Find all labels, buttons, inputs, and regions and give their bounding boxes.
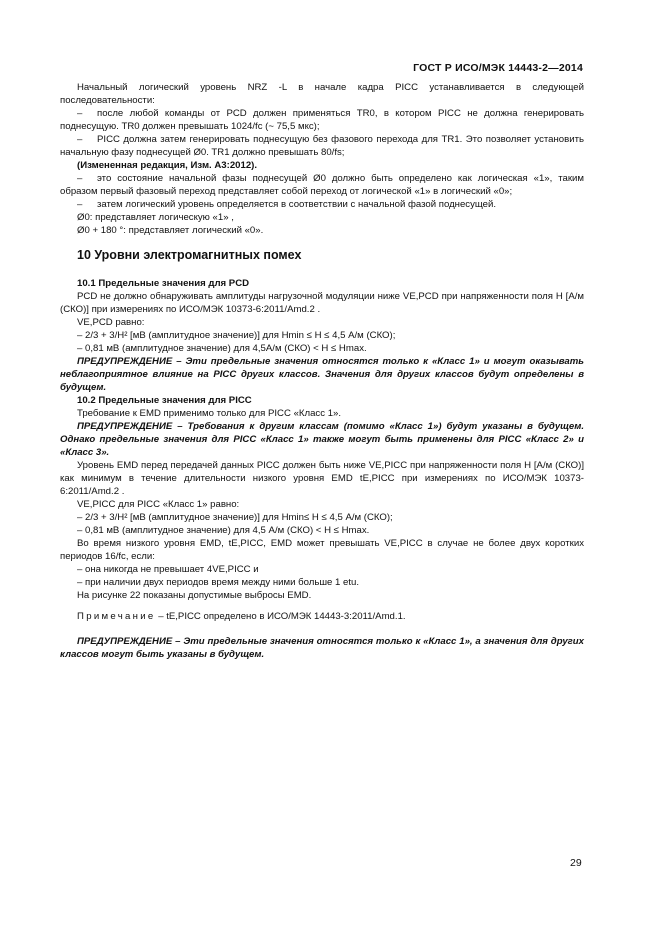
- list-item-text: это состояние начальной фазы поднесущей Ø0 должно быть определено как логическая «1», таким образом первый фазовый переход представляет собой переход от логической «1» в логический «0»;: [60, 173, 584, 197]
- list-item-text: PICC должна затем генерировать поднесущую без фазового перехода для TR1. Это позволяет установить начальную фазу поднесущей Ø0. TR1 должно превышать 80/fs;: [60, 134, 584, 158]
- list-item-text: после любой команды от PCD должен применяться TR0, в котором PICC не должна генерировать поднесущую. TR0 должен превышать 1024/fc (~ 75,5 мкс);: [60, 108, 584, 132]
- paragraph: PCD не должно обнаруживать амплитуды нагрузочной модуляции ниже VE,PCD при напряженности поля H [А/м (СКО)] при измерениях по ИСО/МЭК 10373-6:2011/Amd.2 .: [60, 291, 584, 315]
- list-item-text: затем логический уровень определяется в соответствии с начальной фазой поднесущей.: [97, 199, 497, 210]
- list-item: – она никогда не превышает 4VE,PICC и: [77, 564, 259, 575]
- dash-marker: –: [77, 108, 83, 119]
- dash-marker: –: [77, 134, 83, 145]
- paragraph: Уровень EMD перед передачей данных PICC должен быть ниже VE,PICC при напряженности поля H [А/м (СКО)] как минимум в течение длительности низкого уровня EMD tE,PICC при измерениях по ИСО/МЭК 10373-6:2011/Amd.2 .: [60, 460, 584, 497]
- paragraph: Ø0: представляет логическую «1» ,: [77, 212, 234, 223]
- paragraph: VE,PICC для PICC «Класс 1» равно:: [77, 499, 240, 510]
- paragraph: Требование к EMD применимо только для PICC «Класс 1».: [77, 408, 342, 419]
- list-item: – 2/3 + 3/H² [мВ (амплитудное значение)] для Hmin≤ H ≤ 4,5 А/м (СКО);: [77, 512, 393, 523]
- warning: ПРЕДУПРЕЖДЕНИЕ – Эти предельные значения относятся только к «Класс 1» и могут оказывать неблагоприятное влияние на PICC других классов. Значения для других классов будут определены в будущем.: [60, 356, 584, 393]
- document-header: ГОСТ Р ИСО/МЭК 14443-2—2014: [413, 62, 583, 74]
- list-item: [60, 133, 584, 159]
- dash-marker: –: [77, 199, 83, 210]
- spacer: [60, 623, 584, 635]
- note-text: – tE,PICC определено в ИСО/МЭК 14443-3:2011/Amd.1.: [158, 611, 406, 622]
- subsection-title: 10.1 Предельные значения для PCD: [77, 278, 250, 289]
- document-body: [60, 81, 584, 661]
- list-item: – при наличии двух периодов время между ними больше 1 etu.: [77, 577, 360, 588]
- paragraph: Ø0 + 180 °: представляет логический «0».: [77, 225, 264, 236]
- paragraph: VE,PCD равно:: [77, 317, 145, 328]
- note: [60, 610, 584, 623]
- dash-marker: –: [77, 173, 83, 184]
- paragraph: Начальный логический уровень NRZ -L в начале кадра PICC устанавливается в следующей последовательности:: [60, 82, 584, 106]
- list-item: [60, 198, 584, 211]
- amendment-note: (Измененная редакция, Изм. А3:2012).: [77, 160, 258, 171]
- page-number: 29: [570, 857, 582, 869]
- subsection-title: 10.2 Предельные значения для PICC: [77, 395, 252, 406]
- list-item: [60, 172, 584, 198]
- section-title: 10 Уровни электромагнитных помех: [77, 248, 302, 262]
- paragraph: На рисунке 22 показаны допустимые выбросы EMD.: [77, 590, 312, 601]
- note-label: Примечание: [77, 611, 156, 622]
- warning: ПРЕДУПРЕЖДЕНИЕ – Эти предельные значения относятся только к «Класс 1», а значения для других классов могут быть указаны в будущем.: [60, 636, 584, 660]
- list-item: – 0,81 мВ (амплитудное значение) для 4,5А/м (СКО) < H ≤ Hmax.: [77, 343, 367, 354]
- warning: ПРЕДУПРЕЖДЕНИЕ – Требования к другим классам (помимо «Класс 1») будут указаны в будущем. Однако предельные значения для PICC «Класс 1» также могут быть применены для PICC «Класс 2» и «Класс 3».: [60, 421, 584, 458]
- spacer: [60, 602, 584, 610]
- list-item: [60, 107, 584, 133]
- list-item: – 0,81 мВ (амплитудное значение) для 4,5 А/м (СКО) < H ≤ Hmax.: [77, 525, 370, 536]
- paragraph: Во время низкого уровня EMD, tE,PICC, EMD может превышать VE,PICC в случае не более двух коротких периодов 16/fc, если:: [60, 538, 584, 562]
- list-item: – 2/3 + 3/H² [мВ (амплитудное значение)] для Hmin ≤ H ≤ 4,5 А/м (СКО);: [77, 330, 396, 341]
